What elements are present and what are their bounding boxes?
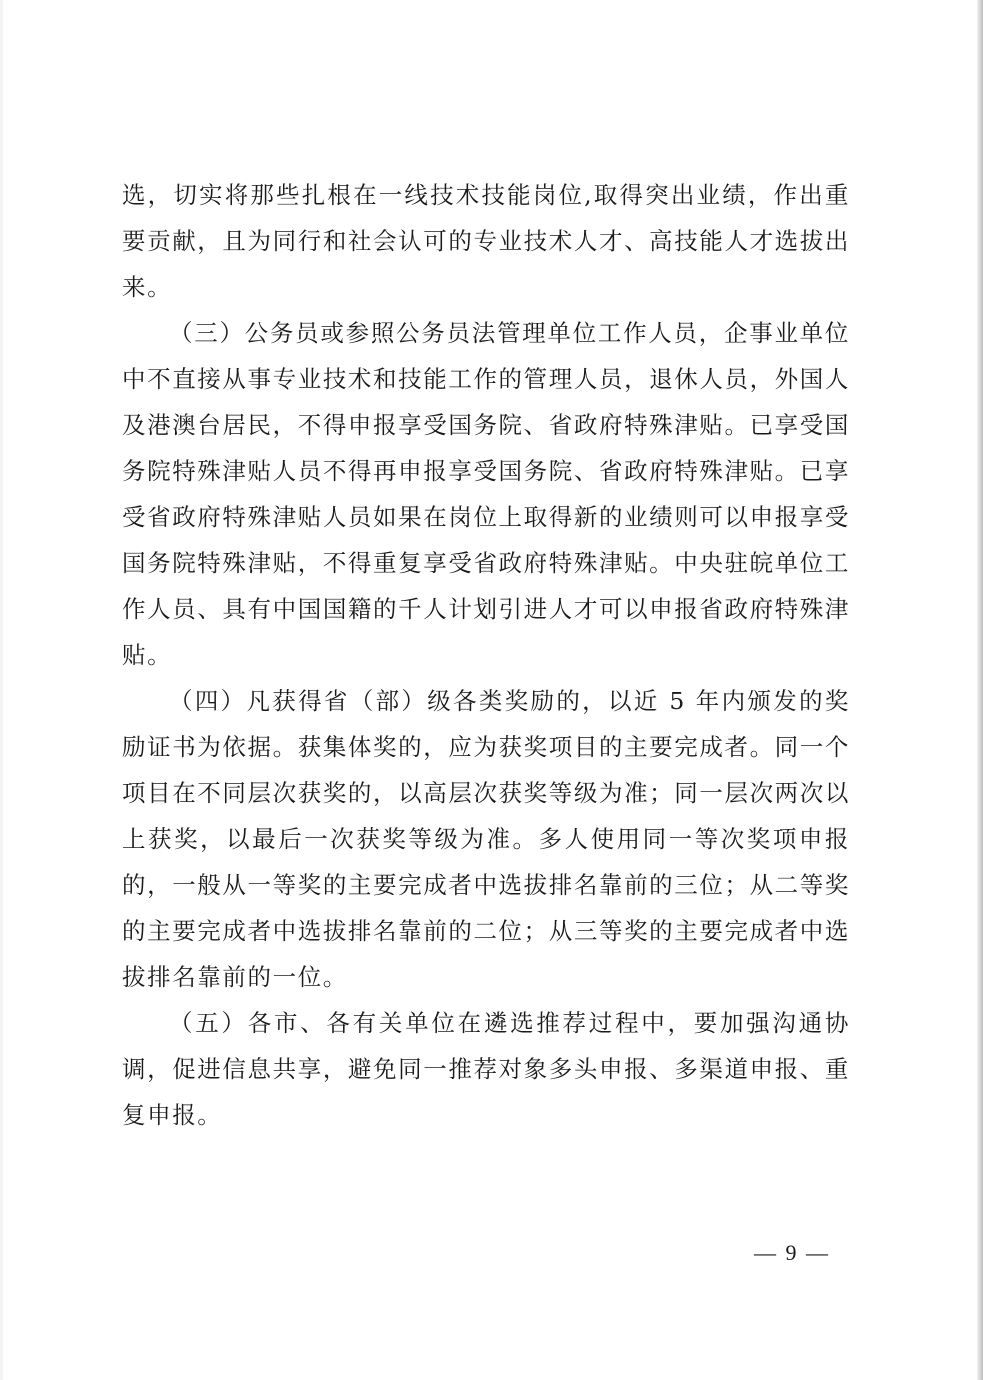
paragraph-section-5: （五）各市、各有关单位在遴选推荐过程中，要加强沟通协调，促进信息共享，避免同一推荐对象多头申报、多渠道申报、重复申报。: [122, 1009, 850, 1129]
page-number: — 9 —: [754, 1240, 830, 1265]
scan-right-edge: [977, 0, 983, 1380]
scan-left-edge: [0, 0, 3, 1380]
paragraph-section-3: （三）公务员或参照公务员法管理单位工作人员，企事业单位中不直接从事专业技术和技能工作的管理人员，退休人员，外国人及港澳台居民，不得申报享受国务院、省政府特殊津贴。已享受国务院特殊津贴人员不得再申报享受国务院、省政府特殊津贴。已享受省政府特殊津贴人员如果在岗位上取得新的业绩则可以申报享受国务院特殊津贴，不得重复享受省政府特殊津贴。中央驻皖单位工作人员、具有中国国籍的千人计划引进人才可以申报省政府特殊津贴。: [122, 319, 850, 669]
paragraph-continuation: 选，切实将那些扎根在一线技术技能岗位,取得突出业绩，作出重要贡献，且为同行和社会认可的专业技术人才、高技能人才选拔出来。: [122, 181, 850, 301]
paragraph-section-4: （四）凡获得省（部）级各类奖励的，以近 5 年内颁发的奖励证书为依据。获集体奖的，应为获奖项目的主要完成者。同一个项目在不同层次获奖的，以高层次获奖等级为准；同一层次两次以上获奖，以最后一次获奖等级为准。多人使用同一等次奖项申报的，一般从一等奖的主要完成者中选拔排名靠前的三位；从二等奖的主要完成者中选拔排名靠前的二位；从三等奖的主要完成者中选拔排名靠前的一位。: [122, 687, 850, 991]
document-body: [122, 172, 850, 1138]
